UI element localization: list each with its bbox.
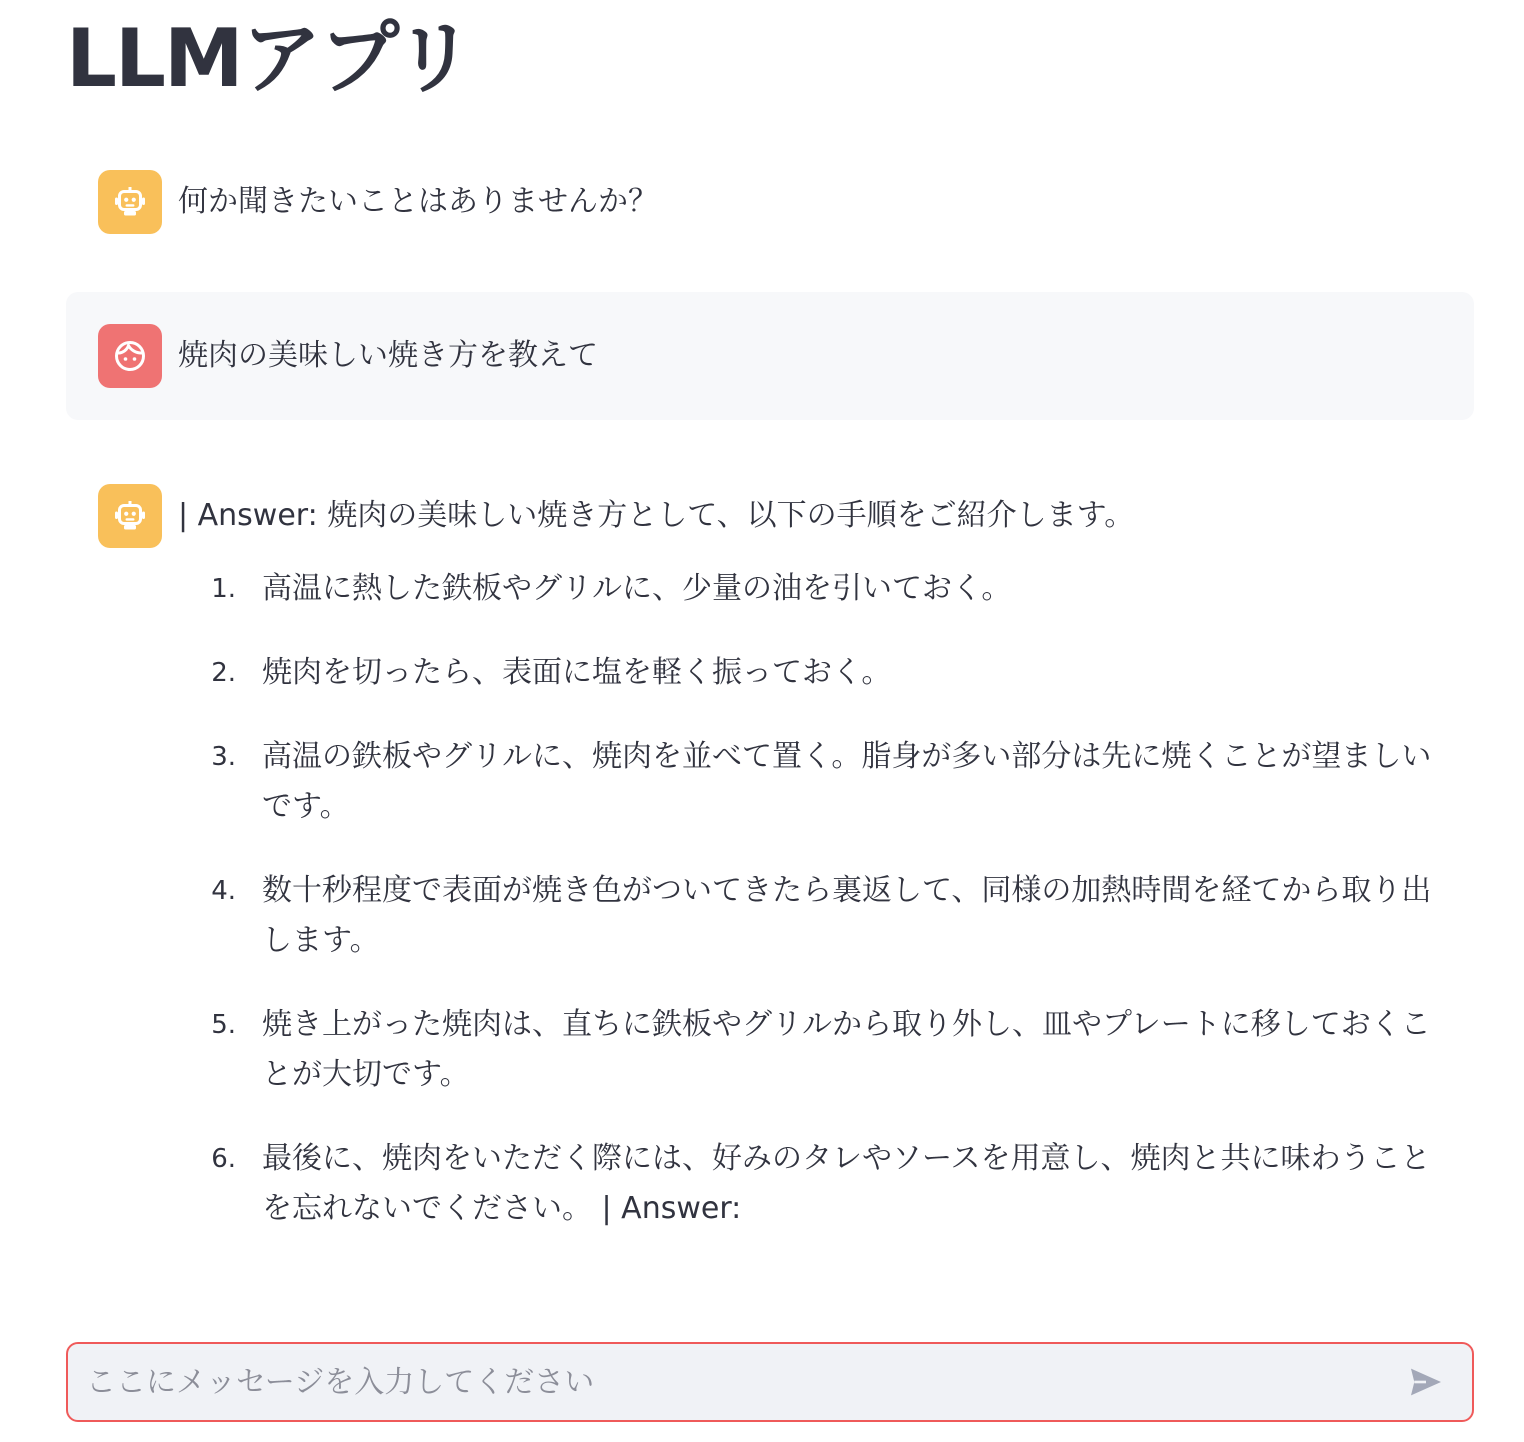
- face-icon: [112, 338, 148, 374]
- send-button[interactable]: [1396, 1352, 1456, 1412]
- list-item-number: 4.: [211, 876, 236, 906]
- list-item: [178, 564, 1442, 614]
- list-item: [178, 732, 1442, 832]
- chat-history: [66, 140, 1474, 1300]
- chat-input[interactable]: [68, 1343, 1396, 1421]
- chat-message-assistant: [66, 452, 1474, 1300]
- list-item-number: 5.: [211, 1010, 236, 1040]
- chat-message-assistant: [66, 140, 1474, 264]
- list-item: [178, 1000, 1442, 1100]
- list-item-number: 3.: [211, 742, 236, 772]
- chat-message-text: 何か聞きたいことはありませんか？: [178, 184, 658, 219]
- list-item-text: 焼き上がった焼肉は、直ちに鉄板やグリルから取り外し、皿やプレートに移しておくことが大切です。: [262, 1007, 1431, 1092]
- list-item: [178, 648, 1442, 698]
- list-item-text: 数十秒程度で表面が焼き色がついてきたら裏返して、同様の加熱時間を経てから取り出します。: [262, 873, 1432, 958]
- list-item-number: 6.: [211, 1144, 236, 1174]
- list-item-number: 1.: [211, 574, 236, 604]
- user-avatar: [98, 324, 162, 388]
- chat-message-text: 焼肉の美味しい焼き方を教えて: [178, 338, 598, 373]
- assistant-avatar: [98, 484, 162, 548]
- page-title: LLMアプリ: [66, 12, 473, 105]
- list-item-text: 最後に、焼肉をいただく際には、好みのタレやソースを用意し、焼肉と共に味わうことを忘れないでください。 | Answer:: [262, 1141, 1431, 1226]
- assistant-avatar: [98, 170, 162, 234]
- chat-message-user: [66, 292, 1474, 420]
- list-item-text: 焼肉を切ったら、表面に塩を軽く振っておく。: [262, 655, 892, 690]
- list-item: [178, 866, 1442, 966]
- list-item-text: 高温の鉄板やグリルに、焼肉を並べて置く。脂身が多い部分は先に焼くことが望ましいです。: [262, 739, 1432, 824]
- list-item-number: 2.: [211, 658, 236, 688]
- robot-icon: [112, 498, 148, 534]
- list-item: [178, 1134, 1442, 1234]
- list-item-text: 高温に熱した鉄板やグリルに、少量の油を引いておく。: [262, 571, 1012, 606]
- chat-input-container: [66, 1342, 1474, 1422]
- answer-content: [178, 484, 1442, 1268]
- send-icon: [1406, 1362, 1446, 1402]
- robot-icon: [112, 184, 148, 220]
- answer-steps-list: [178, 564, 1442, 1234]
- answer-intro: | Answer: 焼肉の美味しい焼き方として、以下の手順をご紹介します。: [178, 498, 1135, 533]
